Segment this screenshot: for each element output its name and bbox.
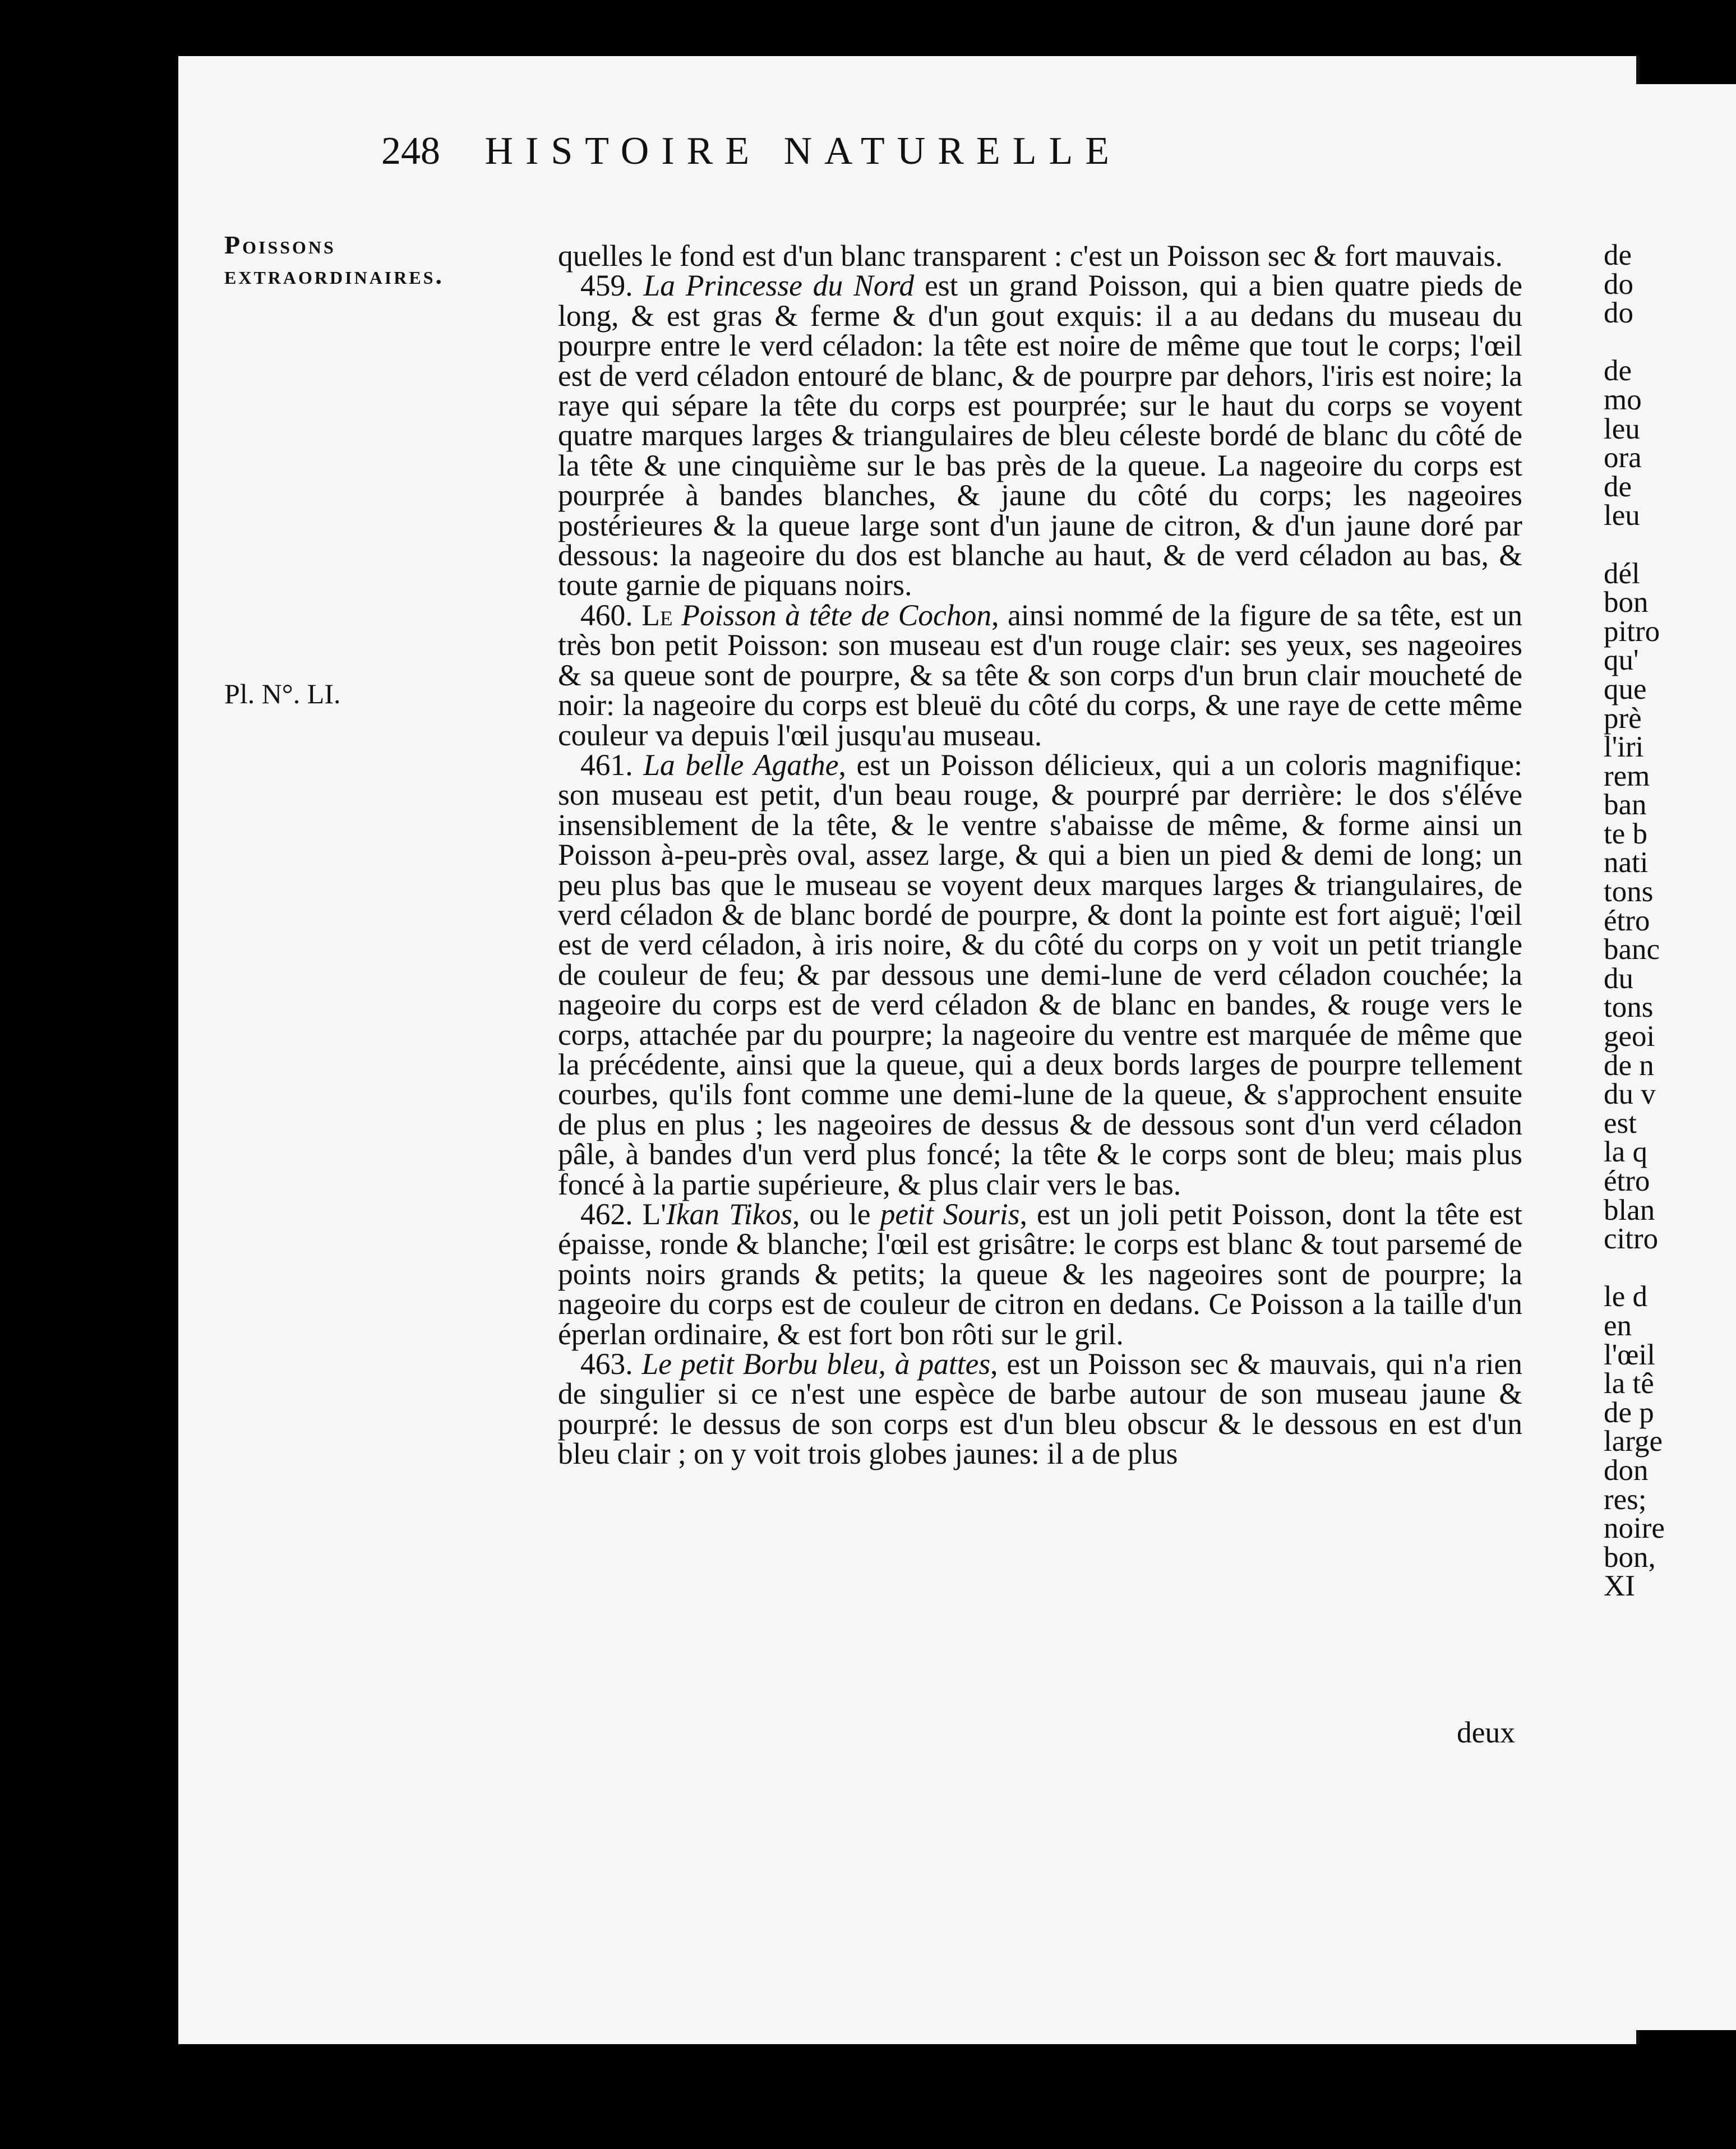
paragraph-463 [558, 1349, 1522, 1469]
running-title: HISTOIRE NATURELLE [484, 130, 1121, 173]
fish-name: Poisson à tête de Cochon [681, 598, 992, 632]
entry-number: 462. [580, 1197, 633, 1231]
body-text [558, 241, 1522, 1469]
entry-text: , ainsi nommé de la figure de sa tête, est un très bon petit Poisson: son museau est d'un rouge clair: ses yeux, ses nageoires & sa queue sont de pourpre, & sa tête & son corps d'un brun clair moucheté de noir: la nageoire du corps est bleuë du côté du corps, & une raye de cette même couleur va depuis l'œil jusqu'au museau. [558, 598, 1522, 752]
entry-number: 459. [580, 269, 633, 303]
entry-text: , est un Poisson sec & mauvais, qui n'a rien de singulier si ce n'est une espèce de barbe autour de son museau jaune & pourpré: le dessus de son corps est d'un bleu obscur & le dessous en est d'un bleu clair ; on y voit trois globes jaunes: il a de plus [558, 1347, 1522, 1471]
page-number: 248 [381, 130, 440, 173]
running-header [381, 129, 1413, 174]
fish-name: Ikan Tikos [666, 1197, 793, 1231]
entry-text: , est un Poisson délicieux, qui a un coloris magnifique: son museau est petit, d'un beau rouge, & pourpré par derrière: le dos s'éléve insensiblement de la tête, & le ventre s'abaisse de même, & forme ainsi un Poisson à-peu-près oval, assez large, & qui a bien un pied & demi de long; un peu plus bas que le museau se voyent deux marques larges & triangulaires, de verd céladon & de blanc bordé de pourpre, & dont la pointe est fort aiguë; l'œil est de verd céladon, à iris noire, & du côté du corps on y voit un petit triangle de couleur de feu; & par dessous une demi-lune de verd céladon couchée; la nageoire du corps est de verd céladon & de blanc en bandes, & rouge vers le corps, attachée par du pourpre; la nageoire du ventre est marquée de même que la précédente, ainsi que la queue, qui a deux bords larges de pourpre tellement courbes, qu'ils font comme une demi-lune de la queue, & s'approchent ensuite de plus en plus ; les nageoires de dessus & de dessous sont d'un verd céladon pâle, à bandes d'un verd plus foncé; la tête & le corps sont de bleu; mais plus foncé à la partie supérieure, & plus clair vers le bas. [558, 748, 1522, 1201]
paragraph-461 [558, 750, 1522, 1200]
margin-plate-note: Pl. N°. LI. [224, 678, 341, 709]
facing-page-text: de do do de mo leu ora de leu dél bon pitro qu' que prè l'iri rem ban te b nati tons étro banc du tons geoi de n du v est la q étro blan citro le d en l'œil la tê de p large don res; noire bon, XI [1604, 239, 1665, 1603]
fish-name: La belle Agathe [643, 748, 839, 782]
fish-name-alt: petit Souris [880, 1197, 1020, 1231]
entry-number: 460. [580, 598, 633, 632]
entry-text: , est un joli petit Poisson, dont la tête est épaisse, ronde & blanche; l'œil est grisâtre: le corps est blanc & tout parsemé de points noirs grands & petits; la queue & les nageoires sont de pourpre; la nageoire du corps est de couleur de citron en dedans. Ce Poisson a la taille d'un éperlan ordinaire, & est fort bon rôti sur le gril. [558, 1197, 1522, 1351]
fish-name: Le petit Borbu bleu, à pattes [641, 1347, 991, 1381]
article: Le [641, 598, 673, 632]
paragraph-continuation: quelles le fond est d'un blanc transparent : c'est un Poisson sec & fort mauvais. [558, 239, 1503, 273]
paragraph-459 [558, 271, 1522, 600]
paragraph-460 [558, 598, 1522, 752]
entry-text: est un grand Poisson, qui a bien quatre pieds de long, & est gras & ferme & d'un gout exquis: il a au dedans du museau du pourpre entre le verd céladon: la tête est noire de même que tout le corps; l'œil est de verd céladon entouré de blanc, & de pourpre par dehors, l'iris est noire; la raye qui sépare la tête du corps est pourprée; sur le haut du corps se voyent quatre marques larges & triangulaires de bleu céleste bordé de blanc du côté de la tête & une cinquième sur le bas près de la queue. La nageoire du corps est pourprée à bandes blanches, & jaune du côté du corps; les nageoires postérieures & la queue large sont d'un jaune de citron, & d'un jaune doré par dessous: la nageoire du dos est blanche au haut, & de verd céladon au bas, & toute garnie de piquans noirs. [558, 269, 1523, 602]
entry-number: 461. [580, 748, 633, 782]
entry-number: 463. [580, 1347, 633, 1381]
article: L' [642, 1197, 666, 1231]
connector: , ou le [792, 1197, 880, 1231]
catchword: deux [1457, 1715, 1515, 1749]
margin-section-note: Poissons extraordinaires. [224, 230, 444, 289]
fish-name: La Princesse du Nord [643, 269, 915, 303]
paragraph-462 [558, 1197, 1522, 1351]
facing-page-fragment [1604, 84, 1736, 2030]
